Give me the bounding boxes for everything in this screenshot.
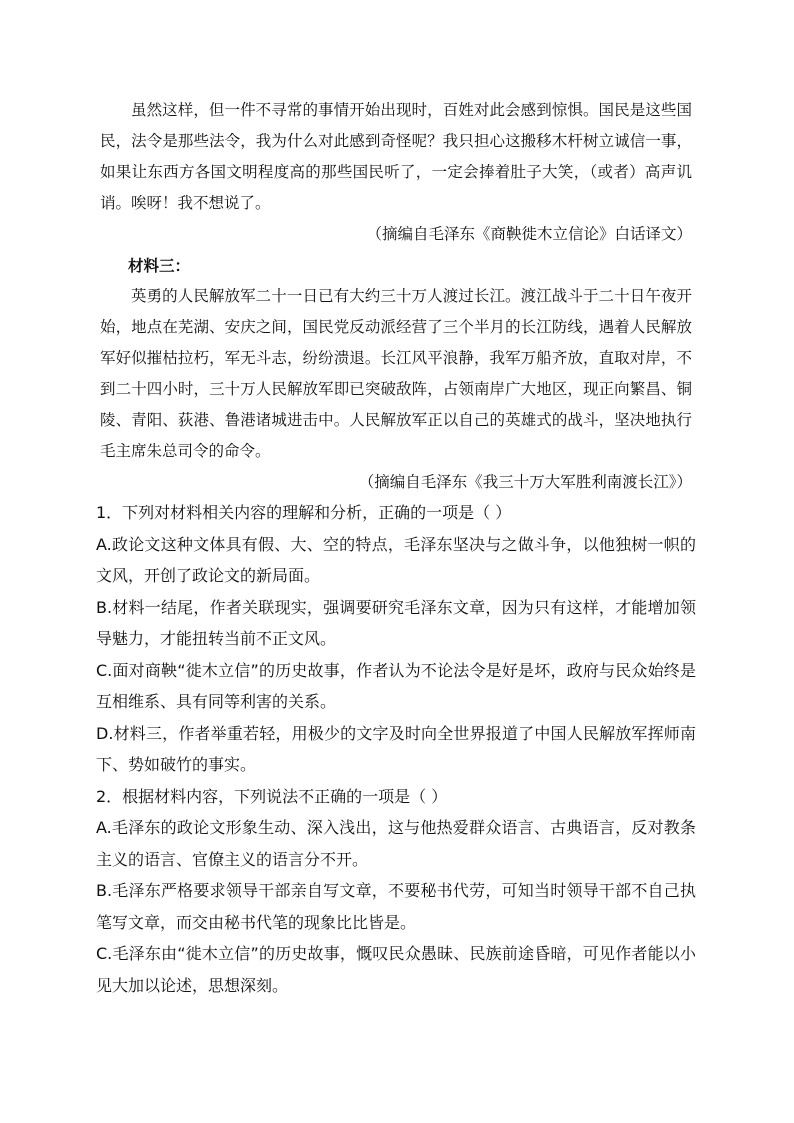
material3-title: 材料三： <box>128 256 191 275</box>
material2-paragraph: 虽然这样，但一件不寻常的事情开始出现时，百姓对此会感到惊惧。国民是这些国民，法令是那些法令，我为什么对此感到奇怪呢？我只担心这搬移木杆树立诚信一事，如果让东西方各国文明程度高的那些国民听了，一定会捧着肚子大笑，（或者）高声讥诮。唉呀！我不想说了。 <box>100 101 692 212</box>
reading-passage <box>100 95 692 498</box>
question-1-stem: 1．下列对材料相关内容的理解和分析，正确的一项是（ ） <box>96 503 512 522</box>
questions-section <box>96 497 696 1001</box>
material3-paragraph: 英勇的人民解放军二十一日已有大约三十万人渡过长江。渡江战斗于二十日午夜开始，地点在芜湖、安庆之间，国民党反动派经营了三个半月的长江防线，遇着人民解放军好似摧枯拉朽，军无斗志，纷纷溃退。长江风平浪静，我军万船齐放，直取对岸，不到二十四小时，三十万人民解放军即已突破敌阵，占领南岸广大地区，现正向繁昌、铜陵、青阳、荻港、鲁港诸城进击中。人民解放军正以自己的英雄式的战斗，坚决地执行毛主席朱总司令的命令。 <box>100 287 692 460</box>
material3-source: （摘编自毛泽东《我三十万大军胜利南渡长江》） <box>358 473 692 491</box>
question-1-option-a: A.政论文这种文体具有假、大、空的特点，毛泽东坚决与之做斗争，以他独树一帜的文风，开创了政论文的新局面。 <box>96 534 696 585</box>
question-1-option-d: D.材料三，作者举重若轻，用极少的文字及时向全世界报道了中国人民解放军挥师南下、势如破竹的事实。 <box>96 723 696 774</box>
question-1-option-c: C.面对商鞅“徙木立信”的历史故事，作者认为不论法令是好是坏，政府与民众始终是互相维系、具有同等利害的关系。 <box>96 660 696 711</box>
question-2-option-b: B.毛泽东严格要求领导干部亲自写文章，不要秘书代劳，可知当时领导干部不自己执笔写文章，而交由秘书代笔的现象比比皆是。 <box>96 881 696 932</box>
question-2-option-c: C.毛泽东由“徙木立信”的历史故事，慨叹民众愚昧、民族前途昏暗，可见作者能以小见大加以论述，思想深刻。 <box>96 944 696 995</box>
question-1-option-b: B.材料一结尾，作者关联现实，强调要研究毛泽东文章，因为只有这样，才能增加领导魅力，才能扭转当前不正文风。 <box>96 597 696 648</box>
question-2-stem: 2．根据材料内容，下列说法不正确的一项是（ ） <box>96 786 448 806</box>
material2-source: （摘编自毛泽东《商鞅徙木立信论》白话译文） <box>366 225 692 243</box>
question-2-option-a: A.毛泽东的政论文形象生动、深入浅出，这与他热爱群众语言、古典语言，反对教条主义的语言、官僚主义的语言分不开。 <box>96 818 696 869</box>
